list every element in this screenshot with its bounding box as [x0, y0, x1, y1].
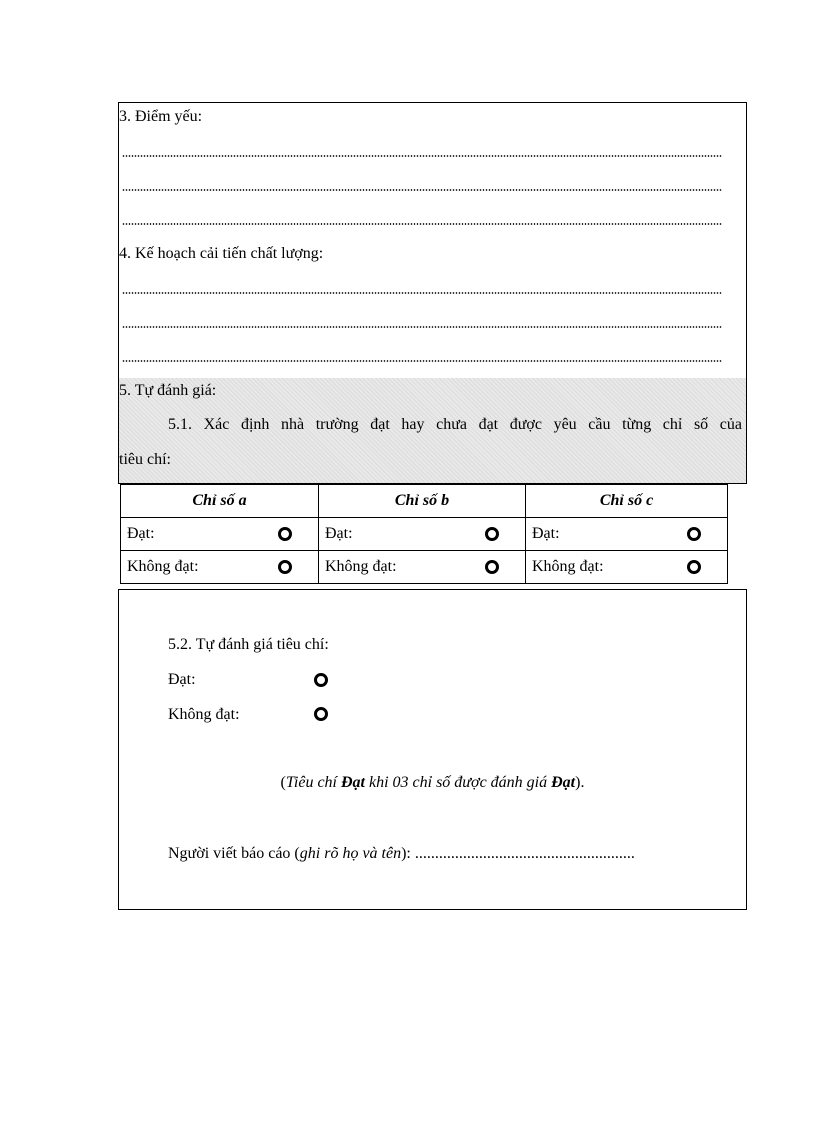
criterion-note	[118, 773, 747, 793]
fail-label: Không đạt:	[127, 558, 199, 575]
pass-label: Đạt:	[532, 525, 560, 542]
indicator-table	[120, 484, 728, 584]
reporter-label: Người viết báo cáo (	[168, 845, 300, 862]
radio-c-pass[interactable]	[687, 527, 701, 541]
section4-heading: 4. Kế hoạch cải tiến chất lượng:	[119, 245, 324, 262]
sub2-heading: 5.2. Tự đánh giá tiêu chí:	[168, 636, 329, 653]
fill-line[interactable]	[122, 292, 722, 294]
fail-label: Không đạt:	[532, 558, 604, 575]
pass-label: Đạt:	[325, 525, 353, 542]
table-row	[121, 551, 728, 584]
radio-b-pass[interactable]	[485, 527, 499, 541]
note-italic-2: khi 03 chỉ số được đánh giá	[364, 774, 552, 791]
sub1-text-line2: tiêu chí:	[119, 451, 171, 468]
note-bold-1: Đạt	[340, 774, 365, 791]
sub1-text-line1: 5.1. Xác định nhà trường đạt hay chưa đạt được yêu cầu từng chỉ số của	[168, 416, 742, 433]
note-close: ).	[575, 774, 585, 791]
fill-line[interactable]	[122, 360, 722, 362]
radio-a-pass[interactable]	[278, 527, 292, 541]
section3-heading: 3. Điểm yếu:	[119, 108, 203, 125]
reporter-line[interactable]	[168, 844, 635, 864]
reporter-hint: ghi rõ họ và tên	[299, 845, 402, 862]
header-indicator-a: Chỉ số a	[121, 485, 319, 518]
fill-line[interactable]	[122, 223, 722, 225]
criterion-fail-label: Không đạt:	[168, 706, 240, 723]
radio-b-fail[interactable]	[485, 560, 499, 574]
table-header-row	[121, 485, 728, 518]
header-indicator-c: Chỉ số c	[526, 485, 728, 518]
fail-label: Không đạt:	[325, 558, 397, 575]
table-row	[121, 518, 728, 551]
radio-c-fail[interactable]	[687, 560, 701, 574]
section5-heading: 5. Tự đánh giá:	[119, 382, 217, 399]
fill-line[interactable]	[122, 326, 722, 328]
radio-criterion-fail[interactable]	[314, 707, 328, 721]
note-italic-1: Tiêu chí	[285, 774, 341, 791]
fill-line[interactable]	[122, 189, 722, 191]
radio-a-fail[interactable]	[278, 560, 292, 574]
reporter-name-field[interactable]: ): .......................................................	[401, 845, 635, 862]
radio-criterion-pass[interactable]	[314, 673, 328, 687]
header-indicator-b: Chỉ số b	[319, 485, 526, 518]
note-open: (	[280, 774, 286, 791]
pass-label: Đạt:	[127, 525, 155, 542]
fill-line[interactable]	[122, 155, 722, 157]
criterion-pass-label: Đạt:	[168, 671, 196, 688]
note-bold-2: Đạt	[551, 774, 576, 791]
